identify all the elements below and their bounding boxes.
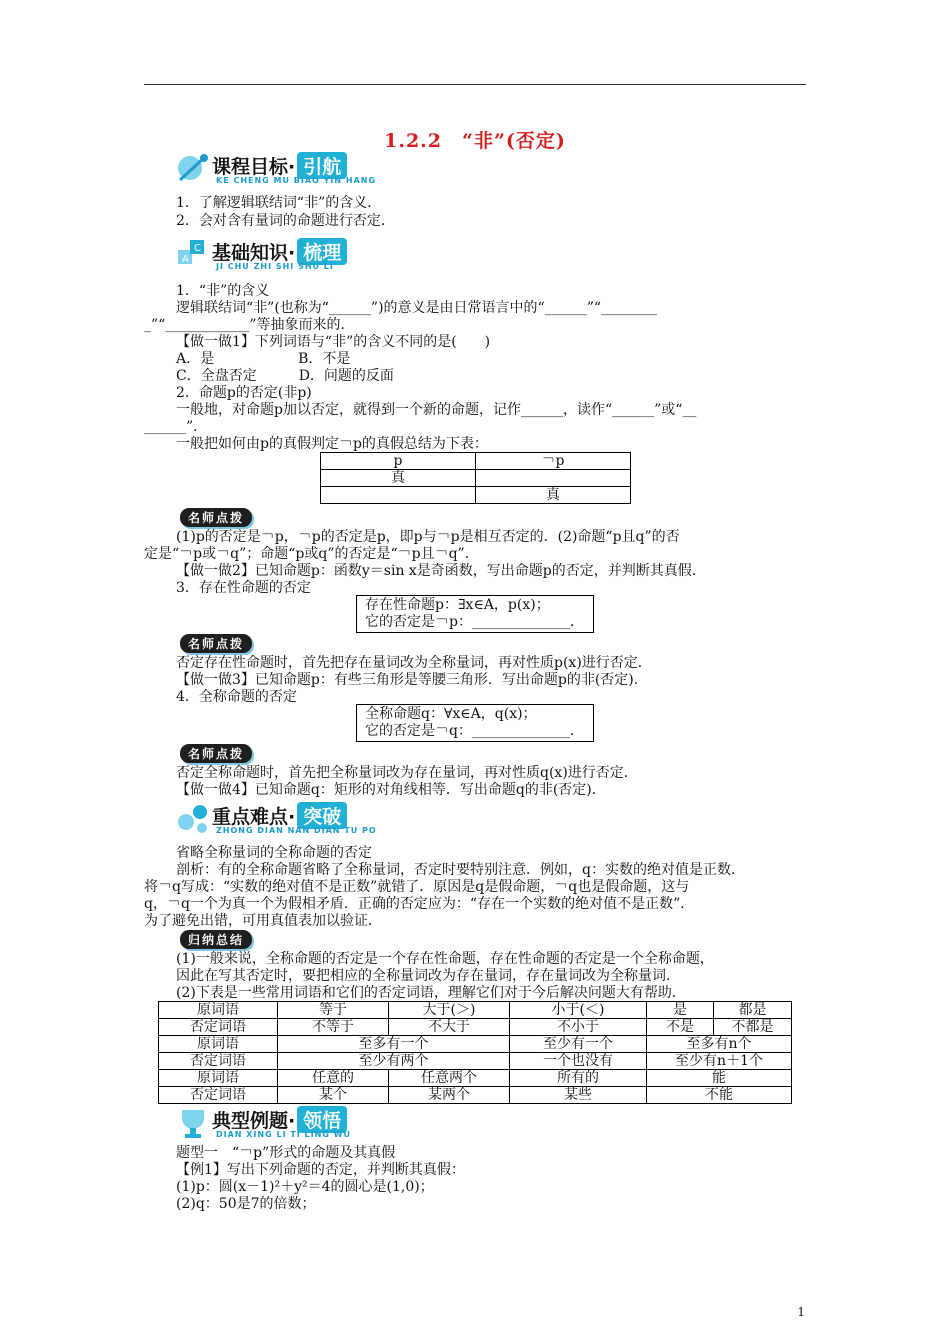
table-row: 否定词语 不等于 不大于 不小于 不是 不都是 [159, 1019, 792, 1036]
trophy-icon [176, 1104, 210, 1140]
svg-text:C: C [194, 243, 201, 254]
section-tag: 领悟 [297, 1106, 347, 1133]
table-row: 否定词语 至少有两个 一个也没有 至少有n＋1个 [159, 1053, 792, 1070]
table-row: 原词语 任意的 任意两个 所有的 能 [159, 1070, 792, 1087]
tip-badge: 名师点拨 [180, 508, 252, 527]
table-row: 原词语 至多有一个 至少有一个 至多有n个 [159, 1036, 792, 1053]
abc-blocks-icon [176, 236, 210, 272]
summary-badge: 归纳总结 [180, 930, 252, 949]
molecule-icon [176, 800, 210, 836]
section-tag: 突破 [297, 802, 347, 829]
truth-table: p ￢p 真 真 [320, 452, 631, 504]
section-tag: 梳理 [297, 238, 347, 265]
section-tag: 引航 [297, 152, 347, 179]
svg-text:A: A [182, 254, 189, 265]
table-row: 否定词语 某个 某两个 某些 不能 [159, 1087, 792, 1104]
universal-negation-box: 全称命题q：∀x∈A，q(x)； 它的否定是￢q：______________． [356, 704, 594, 742]
satellite-icon [176, 150, 210, 186]
document-page: 1.2.2 “非”(否定) 课程目标· 引航 KE CHENG MU BIAO YIN HANG 1．了解逻辑联结词“非”的含义． 2．会对含有量词的命题进行否定． A C 基础知识· 梳理 JI CHU ZHI SHI SHU LI 1．“非”的含义 逻辑联结词“非”(也称为“______”)的意义是由日常语言中的“______”“________ _”“____________”等抽象而来的． 【做一做1】下列词语与“非”的含义不同的是( ) A．是 B．不是 C．全盘否定 D．问题的反面 2．命题p的否定(非p) 一般地，对命题p加以否定，就得到一个新的命题，记作______，读作“______”或“__ ______”． 一般把如何由p的真假判定￢p的真假总结为下表： p ￢p 真 真 名师点拨 (1)p的否定是￢p，￢p的否定是p，即p与￢p是相互否定的．(2)命题“p且q”的否 定是“￢p或￢q”；命题“p或q”的否定是“￢p且￢q”． 【做一做2】已知命题p：函数y＝sin x是奇函数，写出命题p的否定，并判断其真假． 3．存在性命题的否定 存在性命题p：∃x∈A，p(x)； 它的否定是￢p：______________． 名师点拨 否定存在性命题时，首先把存在量词改为全称量词，再对性质p(x)进行否定． 【做一做3】已知命题p：有些三角形是等腰三角形．写出命题p的非(否定)． 4．全称命题的否定 全称命题q：∀x∈A，q(x)； 它的否定是￢q：______________． 名师点拨 否定全称命题时，首先把全称量词改为存在量词，再对性质q(x)进行否定． 【做一做4】已知命题q：矩形的对角线相等．写出命题q的非(否定)． 重点难点· 突破 ZHONG DIAN NAN DIAN TU PO 省略全称量词的全称命题的否定 剖析：有的全称命题省略了全称量词，否定时要特别注意．例如，q：实数的绝对值是正数． 将￢q写成：“实数的绝对值不是正数”就错了．原因是q是假命题，￢q也是假命题，这与 q，￢q一个为真一个为假相矛盾．正确的否定应为：“存在一个实数的绝对值不是正数”． 为了避免出错，可用真值表加以验证． 归纳总结 (1)一般来说，全称命题的否定是一个存在性命题，存在性命题的否定是一个全称命题， 因此在写其否定时，要把相应的全称量词改为存在量词，存在量词改为全称量词． (2)下表是一些常用词语和它们的否定词语，理解它们对于今后解决问题大有帮助． 原词语 等于 大于(＞) 小于(＜) 是 都是 否定词语 不等于 不大于 不小于 不是 不都是 原词语 至多有一个 至少有一个 至多有n个 否定词语 至少有两个 一个也没有 至少有n＋1个 原词语 任意的 任意两个 所有的 能 否定词语 某个 某两个 某些 不能 典型例题· 领悟 DIAN XING LI TI LING WU 题型一 “￢p”形式的命题及其真假 【例1】写出下列命题的否定，并判断其真假： (1)p：圆(x－1)²＋y²＝4的圆心是(1,0)； (2)q：50是7的倍数； 1 [0, 0, 950, 1344]
header-rule [144, 84, 806, 85]
existential-negation-box: 存在性命题p：∃x∈A，p(x)； 它的否定是￢p：______________． [356, 595, 594, 633]
table-row: 原词语 等于 大于(＞) 小于(＜) 是 都是 [159, 1002, 792, 1019]
negation-words-table [158, 1001, 792, 1104]
page-title: 1.2.2 “非”(否定) [384, 130, 566, 152]
page-number: 1 [797, 1305, 805, 1319]
tip-badge: 名师点拨 [180, 744, 252, 763]
tip-badge: 名师点拨 [180, 634, 252, 653]
